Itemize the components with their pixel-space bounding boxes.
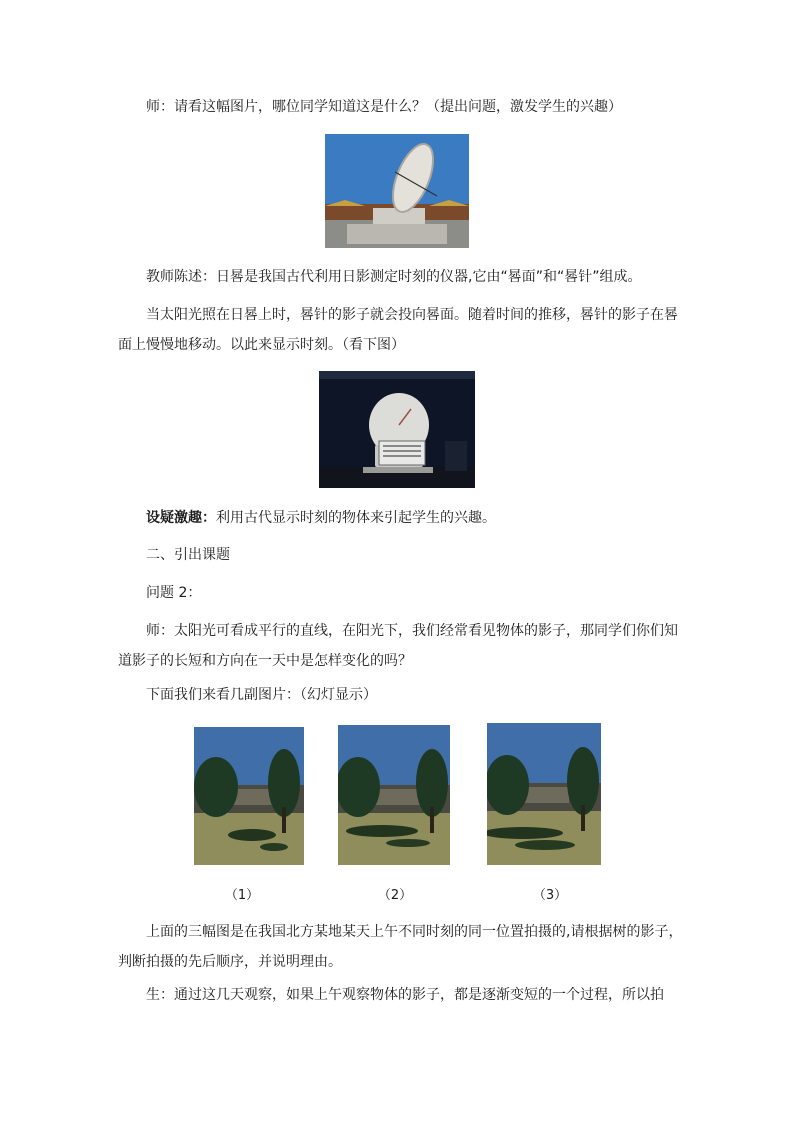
- paragraph-photo-task: 上面的三幅图是在我国北方某地某天上午不同时刻的同一位置拍摄的,请根据树的影子，判断拍摄的先后顺序，并说明理由。: [118, 924, 683, 970]
- question-label: 问题 2：: [146, 585, 202, 601]
- section-heading: 二、引出课题: [146, 547, 230, 563]
- paragraph-sundial-explanation: 当太阳光照在日晷上时，晷针的影子就会投向晷面。随着时间的推移，晷针的影子在晷面上慢慢地移动。以此来显示时刻。（看下图）: [118, 307, 678, 353]
- sundial-photo: [325, 134, 469, 248]
- tree-shadow-photo-2: [338, 725, 450, 865]
- caption-2: （2）: [377, 888, 413, 903]
- sundial-exhibit-photo: [319, 371, 475, 488]
- tree-shadow-photo-1: [194, 727, 304, 865]
- paragraph-student-answer: 生：通过这几天观察，如果上午观察物体的影子，都是逐渐变短的一个过程，所以拍: [146, 987, 664, 1003]
- design-note-text: 利用古代显示时刻的物体来引起学生的兴趣。: [216, 510, 496, 526]
- tree-shadow-photo-3: [487, 723, 601, 865]
- caption-3: （3）: [532, 888, 568, 903]
- paragraph-design-note: [118, 503, 684, 533]
- paragraph-teacher-shadow-question: 师：太阳光可看成平行的直线，在阳光下，我们经常看见物体的影子，那同学们你们知道影子的长短和方向在一天中是怎样变化的吗？: [118, 623, 678, 669]
- design-note-label: 设疑激趣：: [146, 510, 216, 526]
- paragraph-teacher-question: 师：请看这幅图片，哪位同学知道这是什么？（提出问题，激发学生的兴趣）: [146, 99, 622, 115]
- paragraph-slides-intro: 下面我们来看几副图片：（幻灯显示）: [146, 687, 377, 703]
- paragraph-teacher-statement: 教师陈述：日晷是我国古代利用日影测定时刻的仪器,它由“晷面”和“晷针”组成。: [146, 269, 642, 285]
- caption-1: （1）: [224, 888, 260, 903]
